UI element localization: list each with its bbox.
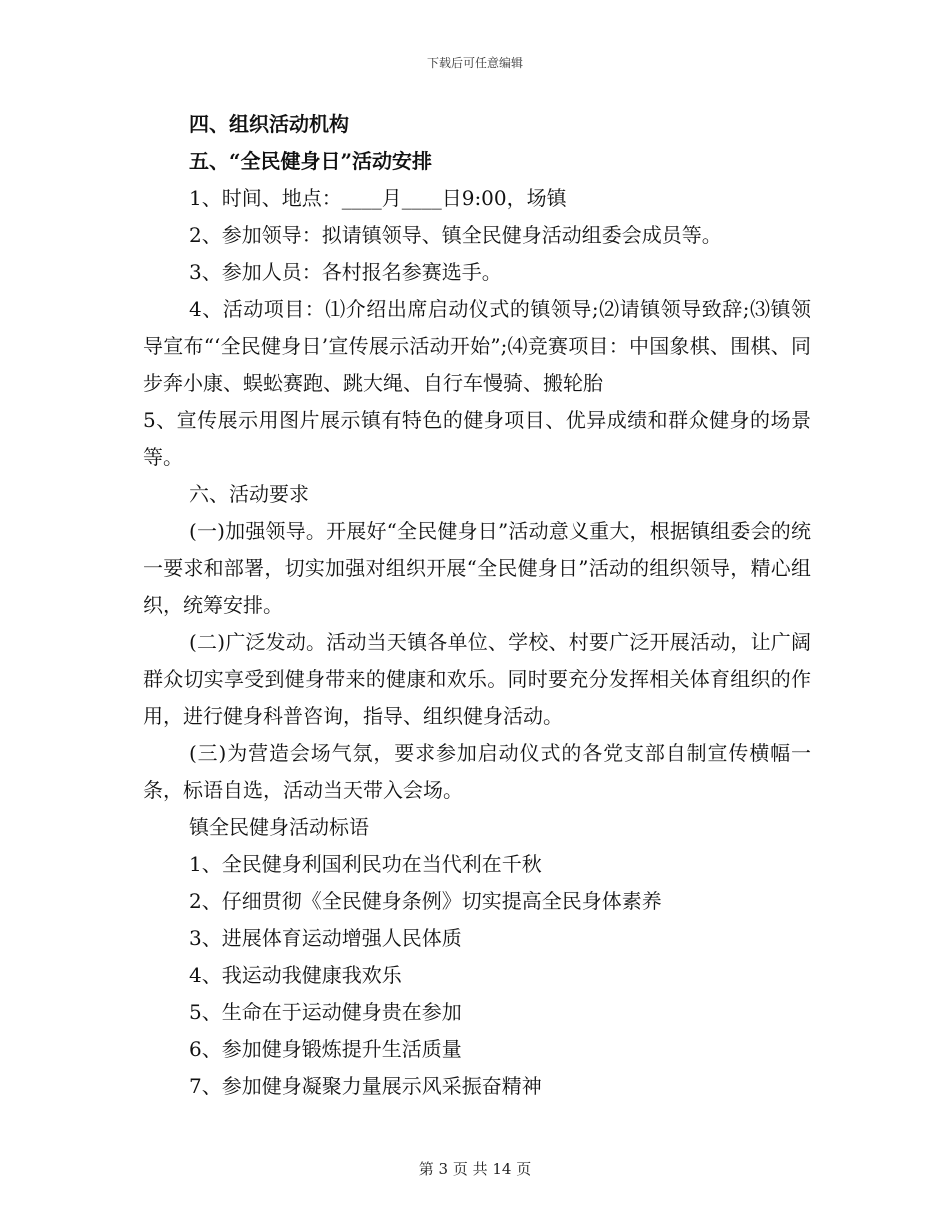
slogan-item: 1、全民健身利国利民功在当代利在千秋 (189, 852, 542, 876)
schedule-leaders: 2、参加领导：拟请镇领导、镇全民健身活动组委会成员等。 (189, 223, 722, 247)
header-note: 下载后可任意编辑 (426, 56, 523, 70)
slogan-item: 4、我运动我健康我欢乐 (189, 963, 402, 987)
schedule-exhibition: 5、宣传展示用图片展示镇有特色的健身项目、优异成绩和群众健身的场景等。 (143, 408, 811, 469)
slogan-item: 2、仔细贯彻《全民健身条例》切实提高全民身体素养 (189, 889, 662, 913)
slogan-item: 5、生命在于运动健身贵在参加 (189, 1000, 462, 1024)
document-body (143, 106, 811, 1105)
page-number: 第 3 页 共 14 页 (418, 1160, 532, 1178)
schedule-activities: 4、活动项目：⑴介绍出席启动仪式的镇领导;⑵请镇领导致辞;⑶镇领导宣布“‘全民健身日’宣传展示活动开始”;⑷竞赛项目：中国象棋、围棋、同步奔小康、蜈蚣赛跑、跳大绳、自行车慢骑、搬轮胎 (143, 297, 811, 395)
slogan-item: 6、参加健身锻炼提升生活质量 (189, 1037, 462, 1061)
schedule-participants: 3、参加人员：各村报名参赛选手。 (189, 260, 502, 284)
schedule-time-place: 1、时间、地点：____月____日9:00，场镇 (189, 186, 567, 210)
requirement-atmosphere: (三)为营造会场气氛，要求参加启动仪式的各党支部自制宣传横幅一条，标语自选，活动当天带入会场。 (143, 741, 811, 802)
requirement-leadership: (一)加强领导。开展好“全民健身日”活动意义重大，根据镇组委会的统一要求和部署，切实加强对组织开展“全民健身日”活动的组织领导，精心组织，统筹安排。 (143, 519, 811, 617)
requirement-mobilization: (二)广泛发动。活动当天镇各单位、学校、村要广泛开展活动，让广阔群众切实享受到健身带来的健康和欢乐。同时要充分发挥相关体育组织的作用，进行健身科普咨询，指导、组织健身活动。 (143, 630, 811, 728)
section-heading-requirements: 六、活动要求 (189, 482, 309, 506)
slogans-title: 镇全民健身活动标语 (189, 815, 369, 839)
section-heading-organization: 四、组织活动机构 (189, 112, 349, 136)
slogan-item: 3、进展体育运动增强人民体质 (189, 926, 462, 950)
slogan-item: 7、参加健身凝聚力量展示风采振奋精神 (189, 1074, 542, 1098)
section-heading-schedule: 五、“全民健身日”活动安排 (189, 149, 433, 173)
